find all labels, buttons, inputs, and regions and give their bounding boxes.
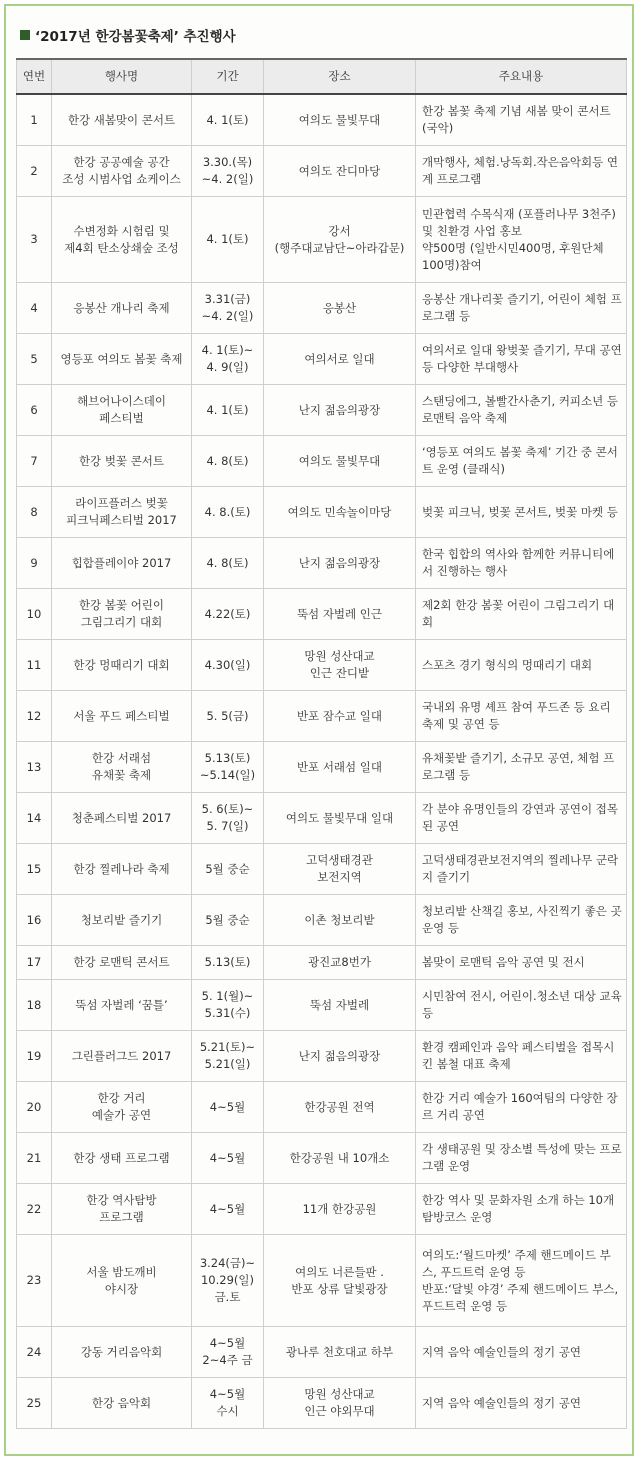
row-content: 제2회 한강 봄꽃 어린이 그림그리기 대회 (416, 589, 627, 640)
row-name: 한강 역사탐방 프로그램 (52, 1184, 192, 1235)
row-period: 4~5월 (192, 1082, 264, 1133)
table-row (17, 1031, 627, 1082)
table-row (17, 691, 627, 742)
table-row (17, 283, 627, 334)
table-row (17, 538, 627, 589)
row-no: 25 (17, 1378, 52, 1429)
row-name: 청춘페스티벌 2017 (52, 793, 192, 844)
table-row (17, 742, 627, 793)
table-row (17, 1235, 627, 1327)
row-place: 여의도 잔디마당 (264, 146, 416, 197)
row-name: 수변정화 시험림 및 제4회 탄소상쇄숲 조성 (52, 197, 192, 283)
row-no: 20 (17, 1082, 52, 1133)
table-row (17, 1327, 627, 1378)
table-header-row (17, 59, 627, 94)
row-no: 7 (17, 436, 52, 487)
row-name: 한강 벚꽃 콘서트 (52, 436, 192, 487)
row-place: 반포 잠수교 일대 (264, 691, 416, 742)
row-period: 4~5월 (192, 1133, 264, 1184)
table-row (17, 436, 627, 487)
square-bullet-icon (20, 30, 30, 40)
row-name: 서울 푸드 페스티벌 (52, 691, 192, 742)
row-place: 반포 서래섬 일대 (264, 742, 416, 793)
row-name: 한강 새봄맞이 콘서트 (52, 94, 192, 146)
table-row (17, 980, 627, 1031)
row-content: 개막행사, 체험.낭독회.작은음악회등 연계 프로그램 (416, 146, 627, 197)
row-no: 11 (17, 640, 52, 691)
row-content: 봄맞이 로맨틱 음악 공연 및 전시 (416, 946, 627, 980)
row-period: 3.31(금) ~4. 2(일) (192, 283, 264, 334)
row-place: 강서 (행주대교남단~아라갑문) (264, 197, 416, 283)
row-no: 22 (17, 1184, 52, 1235)
row-content: 응봉산 개나리꽃 즐기기, 어린이 체험 프로그램 등 (416, 283, 627, 334)
table-row (17, 844, 627, 895)
row-period: 3.24(금)~ 10.29(일) 금.토 (192, 1235, 264, 1327)
row-no: 16 (17, 895, 52, 946)
row-content: 여의서로 일대 왕벚꽃 즐기기, 무대 공연 등 다양한 부대행사 (416, 334, 627, 385)
row-place: 응봉산 (264, 283, 416, 334)
row-name: 한강 서래섬 유채꽃 축제 (52, 742, 192, 793)
row-name: 한강 생태 프로그램 (52, 1133, 192, 1184)
table-row (17, 197, 627, 283)
row-no: 24 (17, 1327, 52, 1378)
row-place: 11개 한강공원 (264, 1184, 416, 1235)
title-text: ‘2017년 한강봄꽃축제’ 추진행사 (35, 29, 236, 45)
table-row (17, 94, 627, 146)
table-row (17, 793, 627, 844)
row-place: 망원 성산대교 인근 잔디밭 (264, 640, 416, 691)
row-content: 시민참여 전시, 어린이.청소년 대상 교육 등 (416, 980, 627, 1031)
row-name: 한강 공공예술 공간 조성 시범사업 쇼케이스 (52, 146, 192, 197)
row-place: 여의도 민속놀이마당 (264, 487, 416, 538)
row-no: 6 (17, 385, 52, 436)
table-row (17, 1184, 627, 1235)
row-period: 4.30(일) (192, 640, 264, 691)
table-row (17, 589, 627, 640)
row-period: 4. 8(토) (192, 538, 264, 589)
row-no: 21 (17, 1133, 52, 1184)
row-name: 응봉산 개나리 축제 (52, 283, 192, 334)
row-no: 2 (17, 146, 52, 197)
section-title (20, 25, 236, 45)
row-place: 광진교8번가 (264, 946, 416, 980)
row-content: 한강 거리 예술가 160여팀의 다양한 장르 거리 공연 (416, 1082, 627, 1133)
row-place: 한강공원 전역 (264, 1082, 416, 1133)
row-place: 여의서로 일대 (264, 334, 416, 385)
table-row (17, 1133, 627, 1184)
row-name: 한강 멍때리기 대회 (52, 640, 192, 691)
row-content: 스탠딩에그, 볼빨간사춘기, 커피소년 등 로맨틱 음악 축제 (416, 385, 627, 436)
row-name: 강동 거리음악회 (52, 1327, 192, 1378)
row-period: 5월 중순 (192, 844, 264, 895)
table-row (17, 487, 627, 538)
row-no: 10 (17, 589, 52, 640)
row-place: 여의도 너른들판 . 반포 상류 달빛광장 (264, 1235, 416, 1327)
events-table (16, 58, 627, 1429)
row-place: 난지 젊음의광장 (264, 1031, 416, 1082)
row-no: 23 (17, 1235, 52, 1327)
row-name: 그린플러그드 2017 (52, 1031, 192, 1082)
row-name: 영등포 여의도 봄꽃 축제 (52, 334, 192, 385)
row-name: 한강 로맨틱 콘서트 (52, 946, 192, 980)
row-content: 지역 음악 예술인들의 정기 공연 (416, 1378, 627, 1429)
table-row (17, 895, 627, 946)
row-content: 환경 캠페인과 음악 페스티벌을 접목시킨 봄철 대표 축제 (416, 1031, 627, 1082)
row-period: 3.30.(목) ~4. 2(일) (192, 146, 264, 197)
row-period: 5. 5(금) (192, 691, 264, 742)
row-period: 5.21(토)~ 5.21(일) (192, 1031, 264, 1082)
table-row (17, 334, 627, 385)
table-row (17, 1378, 627, 1429)
row-no: 13 (17, 742, 52, 793)
row-period: 4. 1(토)~ 4. 9(일) (192, 334, 264, 385)
table-row (17, 385, 627, 436)
row-no: 3 (17, 197, 52, 283)
row-no: 9 (17, 538, 52, 589)
table-row (17, 640, 627, 691)
row-content: 각 생태공원 및 장소별 특성에 맞는 프로그램 운영 (416, 1133, 627, 1184)
row-place: 난지 젊음의광장 (264, 385, 416, 436)
row-no: 19 (17, 1031, 52, 1082)
row-period: 4.22(토) (192, 589, 264, 640)
row-name: 한강 거리 예술가 공연 (52, 1082, 192, 1133)
table-row (17, 946, 627, 980)
row-period: 5월 중순 (192, 895, 264, 946)
row-content: 여의도:‘월드마켓’ 주제 핸드메이드 부스, 푸드트럭 운영 등 반포:‘달빛 야경’ 주제 핸드메이드 부스, 푸드트럭 운영 등 (416, 1235, 627, 1327)
row-place: 여의도 물빛무대 (264, 436, 416, 487)
header-no: 연번 (17, 59, 52, 94)
row-content: 청보리밭 산책길 홍보, 사진찍기 좋은 곳 운영 등 (416, 895, 627, 946)
row-no: 17 (17, 946, 52, 980)
row-content: 벚꽃 피크닉, 벚꽃 콘서트, 벚꽃 마켓 등 (416, 487, 627, 538)
row-period: 4~5월 수시 (192, 1378, 264, 1429)
row-name: 한강 음악회 (52, 1378, 192, 1429)
row-period: 5. 6(토)~ 5. 7(일) (192, 793, 264, 844)
row-period: 4. 8.(토) (192, 487, 264, 538)
row-no: 12 (17, 691, 52, 742)
row-place: 한강공원 내 10개소 (264, 1133, 416, 1184)
row-period: 5.13(토) (192, 946, 264, 980)
row-place: 여의도 물빛무대 일대 (264, 793, 416, 844)
row-place: 여의도 물빛무대 (264, 94, 416, 146)
row-content: 각 분야 유명인들의 강연과 공연이 접목된 공연 (416, 793, 627, 844)
row-content: 지역 음악 예술인들의 정기 공연 (416, 1327, 627, 1378)
row-place: 뚝섬 자벌레 (264, 980, 416, 1031)
table-row (17, 146, 627, 197)
row-name: 뚝섬 자벌레 ‘꿈틀’ (52, 980, 192, 1031)
row-no: 1 (17, 94, 52, 146)
row-place: 난지 젊음의광장 (264, 538, 416, 589)
row-name: 청보리밭 즐기기 (52, 895, 192, 946)
row-period: 4. 1(토) (192, 385, 264, 436)
row-place: 고덕생태경관 보전지역 (264, 844, 416, 895)
row-content: ‘영등포 여의도 봄꽃 축제’ 기간 중 콘서트 운영 (클래식) (416, 436, 627, 487)
table-row (17, 1082, 627, 1133)
row-no: 8 (17, 487, 52, 538)
row-period: 5. 1(월)~ 5.31(수) (192, 980, 264, 1031)
header-place: 장소 (264, 59, 416, 94)
row-period: 4. 1(토) (192, 197, 264, 283)
row-place: 이촌 청보리밭 (264, 895, 416, 946)
row-content: 스포츠 경기 형식의 멍때리기 대회 (416, 640, 627, 691)
row-name: 힙합플레이야 2017 (52, 538, 192, 589)
row-no: 5 (17, 334, 52, 385)
row-name: 해브어나이스데이 페스티벌 (52, 385, 192, 436)
row-place: 광나루 천호대교 하부 (264, 1327, 416, 1378)
row-content: 국내외 유명 셰프 참여 푸드존 등 요리 축제 및 공연 등 (416, 691, 627, 742)
header-name: 행사명 (52, 59, 192, 94)
row-place: 망원 성산대교 인근 야외무대 (264, 1378, 416, 1429)
row-period: 4. 8(토) (192, 436, 264, 487)
row-name: 라이프플러스 벚꽃 피크닉페스티벌 2017 (52, 487, 192, 538)
row-no: 4 (17, 283, 52, 334)
row-content: 한강 역사 및 문화자원 소개 하는 10개 탐방코스 운영 (416, 1184, 627, 1235)
row-no: 15 (17, 844, 52, 895)
row-period: 4~5월 2~4주 금 (192, 1327, 264, 1378)
row-name: 한강 봄꽃 어린이 그림그리기 대회 (52, 589, 192, 640)
row-no: 14 (17, 793, 52, 844)
row-content: 민관협력 수목식재 (포플러나무 3천주)및 친환경 사업 홍보 약500명 (일반시민400명, 후원단체100명)참여 (416, 197, 627, 283)
row-period: 4. 1(토) (192, 94, 264, 146)
row-name: 한강 찔레나라 축제 (52, 844, 192, 895)
row-no: 18 (17, 980, 52, 1031)
row-place: 뚝섬 자벌레 인근 (264, 589, 416, 640)
row-name: 서울 밤도깨비 야시장 (52, 1235, 192, 1327)
header-period: 기간 (192, 59, 264, 94)
row-content: 유채꽃밭 즐기기, 소규모 공연, 체험 프로그램 등 (416, 742, 627, 793)
row-period: 5.13(토) ~5.14(일) (192, 742, 264, 793)
row-content: 한국 힙합의 역사와 함께한 커뮤니티에서 진행하는 행사 (416, 538, 627, 589)
header-content: 주요내용 (416, 59, 627, 94)
row-content: 한강 봄꽃 축제 기념 새봄 맞이 콘서트 (국악) (416, 94, 627, 146)
row-period: 4~5월 (192, 1184, 264, 1235)
table-body (17, 94, 627, 1429)
row-content: 고덕생태경관보전지역의 찔레나무 군락지 즐기기 (416, 844, 627, 895)
